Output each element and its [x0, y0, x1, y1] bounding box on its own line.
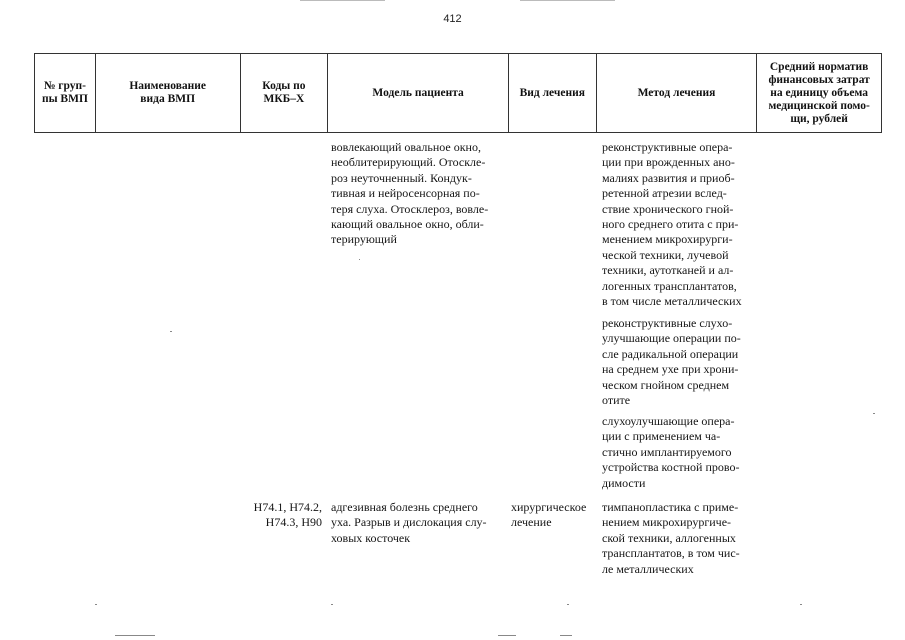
scan-speck [359, 259, 360, 260]
table-header [34, 53, 882, 133]
scan-speck [95, 604, 97, 605]
header-patient-model: Модель пациента [328, 54, 509, 132]
scan-speck [331, 604, 333, 605]
header-treatment-method: Метод лечения [597, 54, 758, 132]
scan-speck [873, 413, 875, 414]
scan-speck [800, 604, 802, 605]
scan-rule [520, 0, 615, 1]
icd-codes-cell: H74.1, H74.2, H74.3, H90 [253, 500, 322, 530]
header-group-number: № груп- пы ВМП [35, 54, 96, 132]
header-average-cost: Средний норматив финансовых затрат на единицу объема медицинской помо- щи, рублей [768, 60, 870, 125]
page-number: 412 [443, 13, 462, 25]
scan-rule [560, 635, 572, 636]
header-icd-codes: Коды по МКБ–X [241, 54, 329, 132]
scan-speck [567, 604, 569, 605]
treatment-method-cell: реконструктивные опера- ции при врожденных ано- малиях развития и приоб- ретенной атрезии вслед- ствие хронического гной- ного среднего отита с при- менением микрохирурги- ческой техники, лучевой техники, аутотканей и ал- логенных трансплантатов, в том числе металлических [602, 140, 742, 309]
patient-model-cell: вовлекающий овальное окно, необлитерирующий. Отоскле- роз неуточненный. Кондук- тивная и нейросенсорная по- теря слуха. Отосклероз, вовле- кающий овальное окно, обли- терирующий [331, 140, 489, 247]
header-treatment-type: Вид лечения [509, 54, 597, 132]
scan-rule [498, 635, 516, 636]
scan-speck [170, 331, 172, 332]
treatment-method-cell: тимпанопластика с приме- нением микрохирургиче- ской техники, аллогенных трансплантатов, в том чис- ле металлических [602, 500, 740, 576]
scan-rule [300, 0, 385, 1]
treatment-type-cell: хирургическое лечение [511, 500, 587, 530]
header-vmp-type-name: Наименование вида ВМП [96, 54, 241, 132]
treatment-method-cell: слухоулучшающие опера- ции с применением ча- стично имплантируемого устройства костной прово- димости [602, 414, 740, 490]
treatment-method-cell: реконструктивные слухо- улучшающие операции по- сле радикальной операции на среднем ухе при хрони- ческом гнойном среднем отите [602, 316, 741, 408]
scan-rule [115, 635, 155, 636]
patient-model-cell: адгезивная болезнь среднего уха. Разрыв и дислокация слу- ховых косточек [331, 500, 487, 545]
